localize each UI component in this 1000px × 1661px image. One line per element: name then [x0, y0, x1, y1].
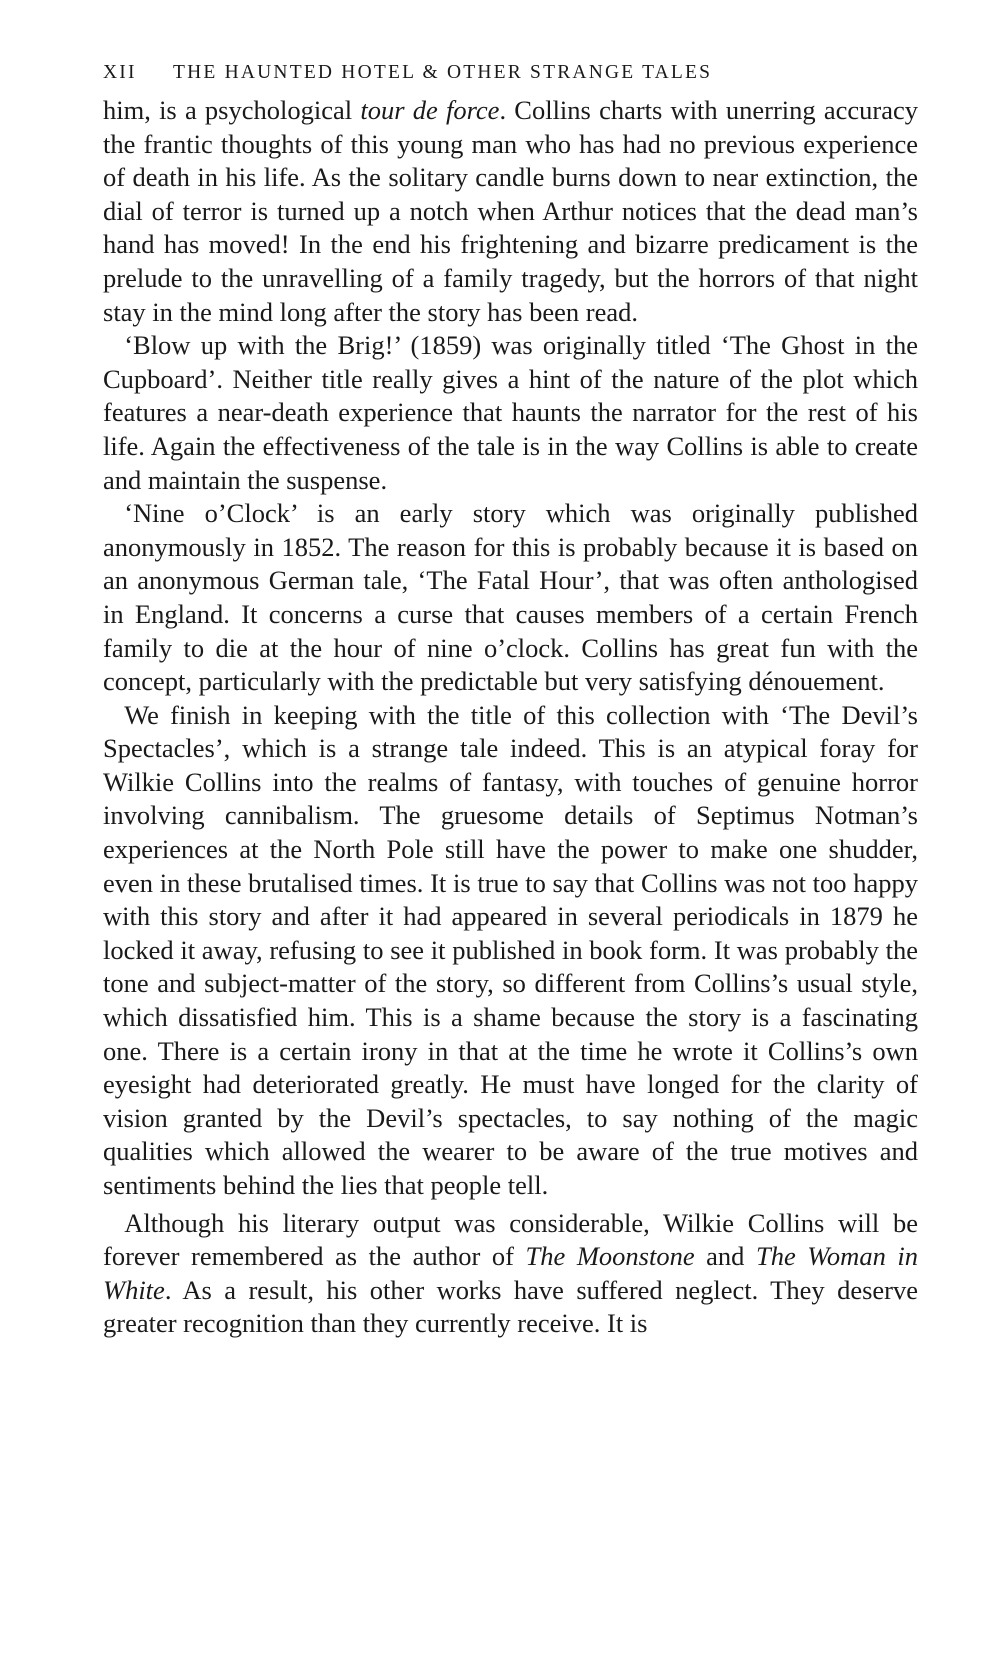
paragraph-1-text-a: him, is a psychological	[103, 95, 361, 125]
paragraph-1-italic: tour de force	[360, 95, 500, 125]
paragraph-1	[103, 94, 918, 329]
running-head	[103, 60, 918, 86]
paragraph-5-text-c: . As a result, his other works have suffered neglect. They deserve greater recognition than they currently receive. It is	[103, 1274, 918, 1339]
paragraph-2: ‘Blow up with the Brig!’ (1859) was originally titled ‘The Ghost in the Cupboard’. Neither title really gives a hint of the nature of the plot which features a near-death experience that haunts the narrator for the rest of his life. Again the effectiveness of the tale is in the way Collins is able to create and maintain the suspense.	[103, 330, 918, 495]
paragraph-5-text-a: Although his literary output was considerable, Wilkie Collins will be forever remembered as the author of	[103, 1207, 918, 1272]
body-text	[103, 94, 918, 1341]
title-the-woman-in-white: The Woman in White	[103, 1241, 918, 1305]
paragraph-4: We finish in keeping with the title of this collection with ‘The Devil’s Spectacles’, which is a strange tale indeed. This is an atypical foray for Wilkie Collins into the realms of fantasy, with touches of genuine horror involving cannibalism. The gruesome details of Septimus Notman’s experiences at the North Pole still have the power to make one shudder, even in these brutalised times. It is true to say that Collins was not too happy with this story and after it had appeared in several periodicals in 1879 he locked it away, refusing to see it published in book form. It was probably the tone and subject-matter of the story, so different from Collins’s usual style, which dissatisfied him. This is a shame because the story is a fascinating one. There is a certain irony in that at the time he wrote it Collins’s own eyesight had deteriorated greatly. He must have longed for the clarity of vision granted by the Devil’s spectacles, to say nothing of the magic qualities which allowed the wearer to be aware of the true motives and sentiments behind the lies that people tell.	[103, 699, 918, 1200]
paragraph-3: ‘Nine o’Clock’ is an early story which was originally published anonymously in 1852. The reason for this is probably because it is based on an anonymous German tale, ‘The Fatal Hour’, that was often anthologised in England. It concerns a curse that causes members of a certain French family to die at the hour of nine o’clock. Collins has great fun with the concept, particularly with the predictable but very satisfying dénouement.	[103, 498, 918, 697]
title-the-moonstone: The Moonstone	[525, 1241, 695, 1272]
book-page	[103, 60, 918, 1341]
paragraph-5	[103, 1207, 918, 1341]
paragraph-5-text-b: and	[694, 1241, 756, 1272]
paragraph-1-text-b: . Collins charts with unerring accuracy the frantic thoughts of this young man who has had no previous experience of death in his life. As the solitary candle burns down to near extinction, the dial of terror is turned up a notch when Arthur notices that the dead man’s hand has moved! In the end his frightening and bizarre predicament is the prelude to the unravelling of a family tragedy, but the horrors of that night stay in the mind long after the story has been read.	[103, 95, 919, 327]
running-title: THE HAUNTED HOTEL & OTHER STRANGE TALES	[173, 62, 713, 83]
page-number: XII	[103, 62, 137, 83]
